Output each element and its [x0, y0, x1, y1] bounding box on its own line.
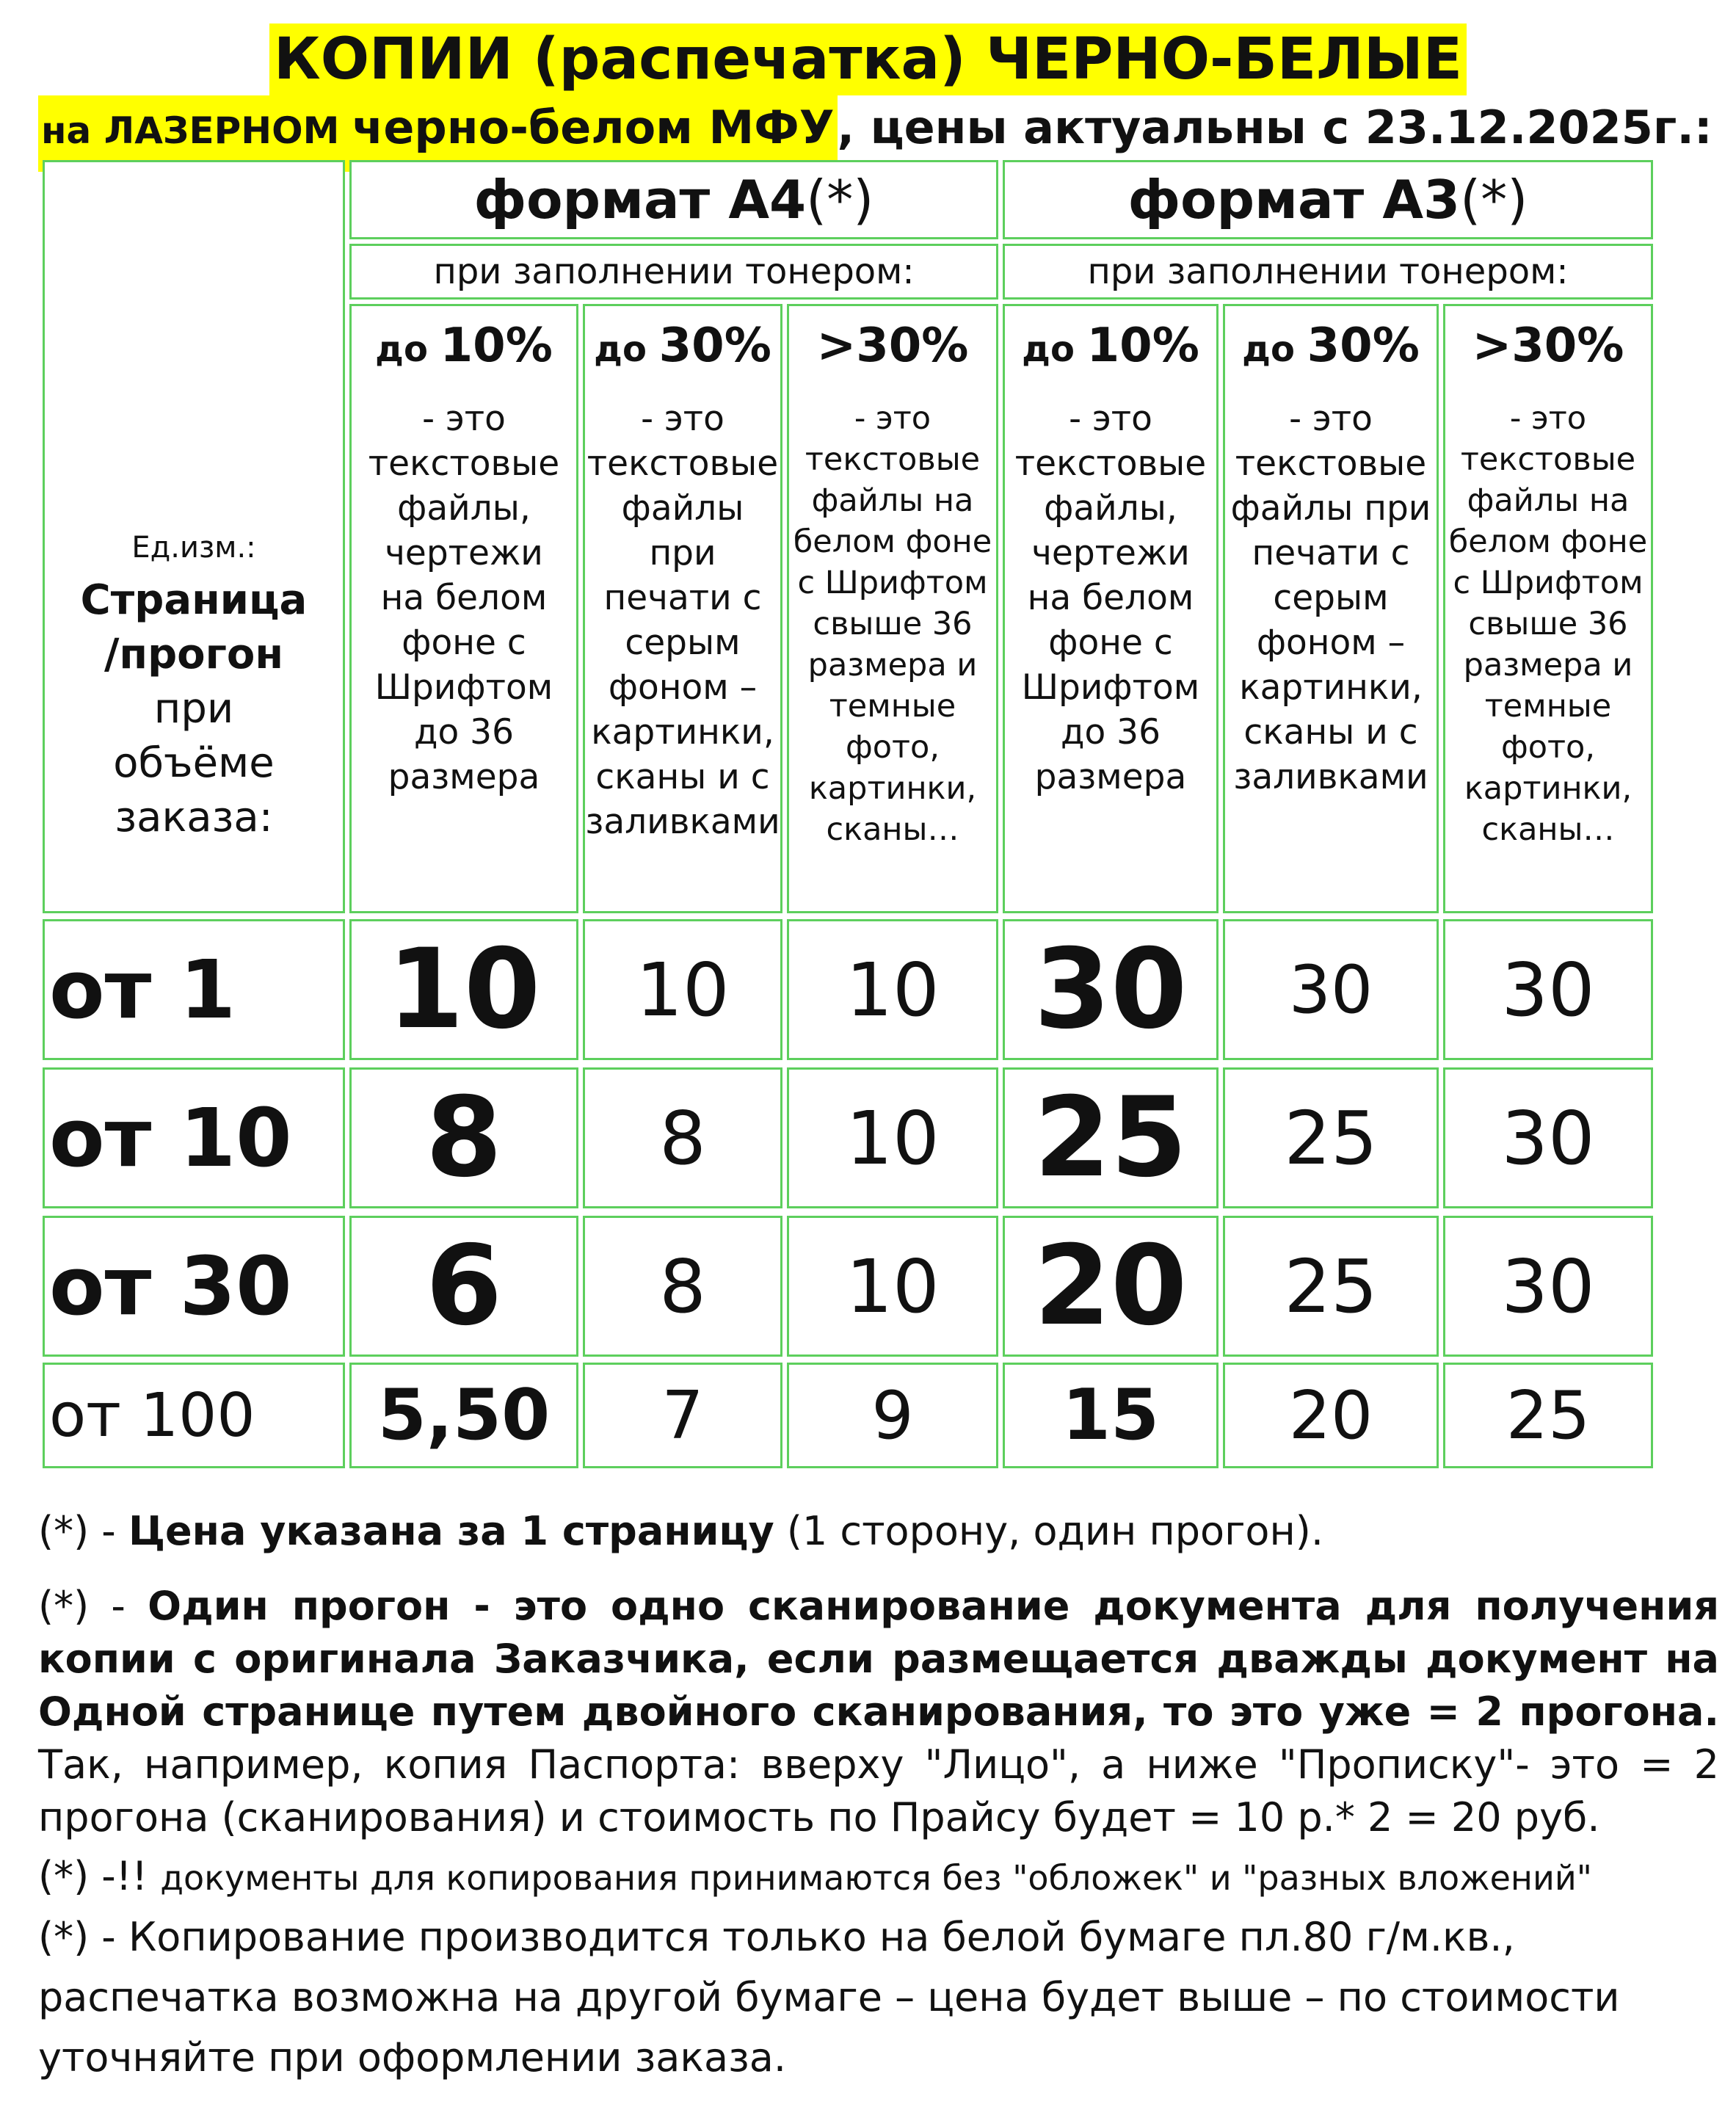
column-header-a4-10: [349, 304, 578, 913]
units-order: заказа:: [115, 794, 273, 841]
price-cell: 25: [1223, 1216, 1439, 1357]
note-price-per-page: [38, 1505, 1719, 1558]
column-desc: - это текстовые файлы при печати с серым фоном – картинки, сканы и с заливками: [585, 399, 780, 842]
price-cell: 5,50: [349, 1363, 578, 1468]
column-pct: >30%: [1472, 319, 1624, 373]
note-mark: (*) -: [38, 1583, 148, 1629]
price-cell: 8: [583, 1216, 782, 1357]
column-pct: до 30%: [1242, 319, 1420, 373]
format-a3-asterisk: (*): [1460, 169, 1528, 231]
note-text: Копирование производится только на белой бумаге пл.80 г/м.кв., распечатка возможна на другой бумаге – цена будет выше – по стоимости уточняйте при оформлении заказа.: [38, 1914, 1620, 2081]
note-white-paper: [38, 1907, 1719, 2088]
column-desc: - это текстовые файлы, чертежи на белом фоне с Шрифтом до 36 размера: [368, 399, 560, 797]
price-cell: 10: [583, 919, 782, 1060]
note-text: Так, например, копия Паспорта: вверху "Лицо", а ниже "Прописку"- это = 2 прогона (сканирования) и стоимость по Прайсу будет = 10 р.* 2 = 20 руб.: [38, 1741, 1719, 1840]
column-pct: >30%: [816, 319, 969, 373]
note-mark: (*) -: [38, 1914, 128, 1960]
units-page: Страница: [80, 576, 308, 624]
row-label-from-100: от 100: [43, 1363, 345, 1468]
note-mark: (*) -: [38, 1508, 128, 1554]
row-label-from-1: от 1: [43, 919, 345, 1060]
subtitle-rest: , цены актуальны с 23.12.2025г.:: [837, 101, 1713, 154]
column-header-a3-30: [1223, 304, 1439, 913]
price-cell: 9: [787, 1363, 998, 1468]
price-cell: 30: [1443, 1067, 1653, 1208]
column-desc: - это текстовые файлы на белом фоне с Шрифтом свыше 36 размера и темные фото, картинки, сканы…: [1448, 400, 1648, 848]
price-cell: 20: [1003, 1216, 1219, 1357]
page-title: КОПИИ (распечатка) ЧЕРНО-БЕЛЫЕ: [269, 23, 1467, 95]
price-cell: 15: [1003, 1363, 1219, 1468]
units-header: [43, 160, 345, 913]
price-cell: 10: [787, 1216, 998, 1357]
row-label-from-30: от 30: [43, 1216, 345, 1357]
price-cell: 20: [1223, 1363, 1439, 1468]
note-text: документы для копирования принимаются без "обложек" и "разных вложений": [160, 1858, 1592, 1898]
price-cell: 30: [1223, 919, 1439, 1060]
price-cell: 10: [349, 919, 578, 1060]
column-desc: - это текстовые файлы на белом фоне с Шрифтом свыше 36 размера и темные фото, картинки, сканы…: [793, 400, 992, 848]
toner-label-a3: при заполнении тонером:: [1003, 244, 1653, 300]
toner-label-a4: при заполнении тонером:: [349, 244, 998, 300]
column-header-a4-30: [583, 304, 782, 913]
price-cell: 6: [349, 1216, 578, 1357]
units-label: Ед.изм.:: [131, 531, 256, 565]
price-cell: 25: [1223, 1067, 1439, 1208]
price-cell: 30: [1443, 919, 1653, 1060]
row-label-from-10: от 10: [43, 1067, 345, 1208]
column-pct: до 10%: [375, 319, 553, 373]
column-desc: - это текстовые файлы, чертежи на белом фоне с Шрифтом до 36 размера: [1014, 399, 1207, 797]
units-at: при: [153, 685, 234, 733]
column-desc: - это текстовые файлы при печати с серым фоном – картинки, сканы и с заливками: [1230, 399, 1431, 797]
price-cell: 10: [787, 1067, 998, 1208]
note-text: (1 сторону, один прогон).: [774, 1508, 1324, 1554]
format-a4-name: формат А4: [473, 169, 807, 231]
price-cell: 25: [1003, 1067, 1219, 1208]
subtitle-small: на ЛАЗЕРНОМ: [41, 109, 352, 152]
subtitle-bold: черно-белом МФУ: [352, 101, 835, 154]
price-cell: 30: [1003, 919, 1219, 1060]
note-no-covers: [38, 1850, 1719, 1904]
note-mark: (*) -!!: [38, 1853, 161, 1899]
page-title-block: [0, 23, 1736, 95]
column-header-a3-10: [1003, 304, 1219, 913]
price-cell: 7: [583, 1363, 782, 1468]
column-header-a4-over30: [787, 304, 998, 913]
price-cell: 8: [583, 1067, 782, 1208]
note-one-run: [38, 1580, 1719, 1844]
column-pct: до 10%: [1022, 319, 1199, 373]
column-header-a3-over30: [1443, 304, 1653, 913]
price-cell: 10: [787, 919, 998, 1060]
units-volume: объёме: [113, 739, 275, 787]
price-cell: 8: [349, 1067, 578, 1208]
column-pct: до 30%: [594, 319, 771, 373]
note-bold: Один прогон - это одно сканирование документа для получения копии с оригинала Заказчика, если размещается дважды документ на Одной странице путем двойного сканирования, то это уже = 2 прогона.: [38, 1583, 1719, 1735]
format-a4-asterisk: (*): [806, 169, 874, 231]
units-run: /прогон: [103, 631, 284, 678]
format-a3-name: формат А3: [1127, 169, 1461, 231]
note-bold: Цена указана за 1 страницу: [128, 1508, 774, 1554]
format-a3-header: [1003, 160, 1653, 239]
format-a4-header: [349, 160, 998, 239]
price-cell: 30: [1443, 1216, 1653, 1357]
price-cell: 25: [1443, 1363, 1653, 1468]
